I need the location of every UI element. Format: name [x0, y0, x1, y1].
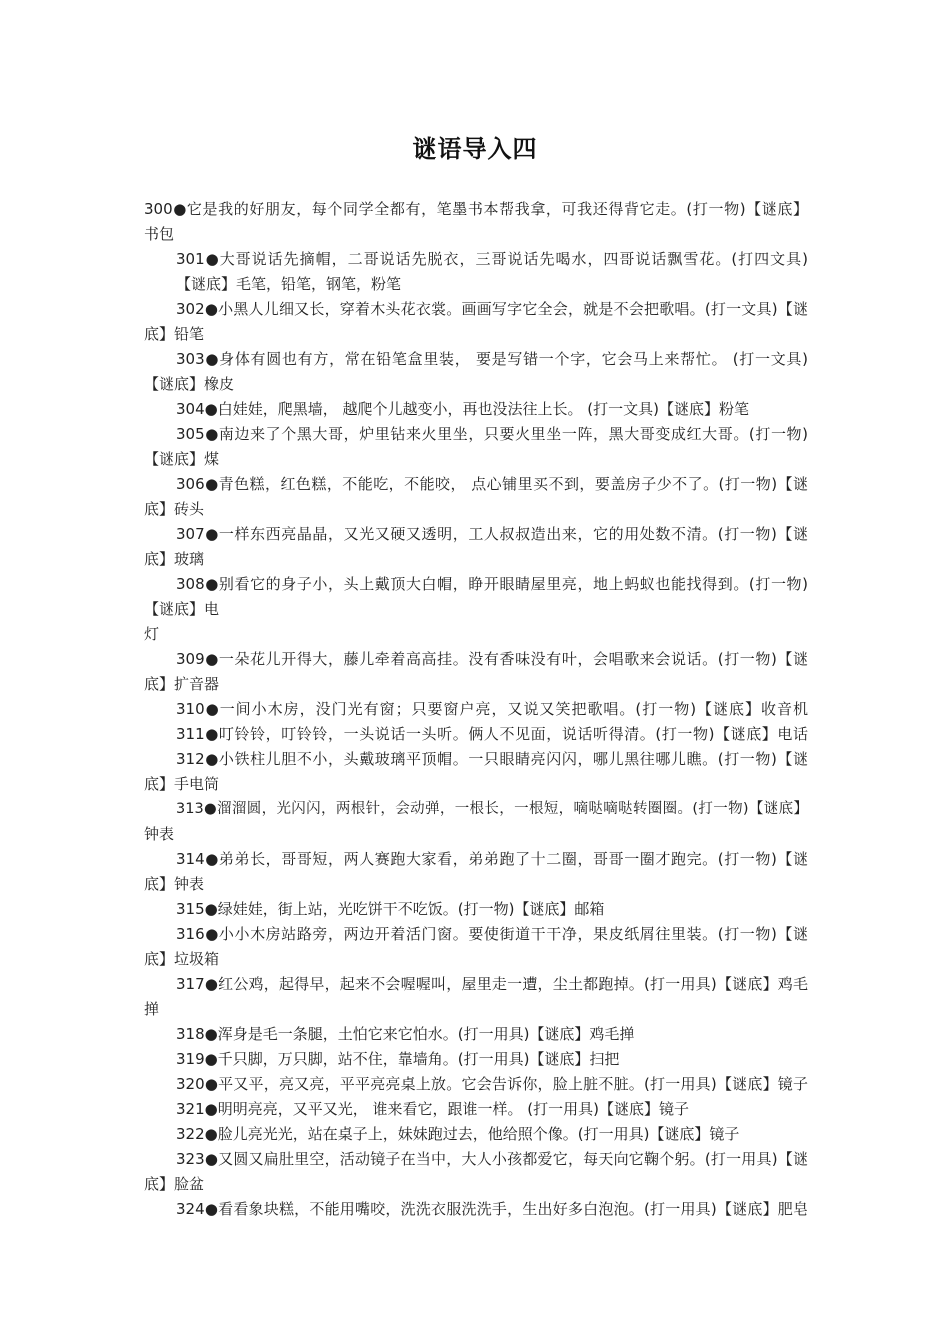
riddle-line: 底】脸盆	[144, 1175, 205, 1193]
riddle-line: 307●一样东西亮晶晶，又光又硬又透明，工人叔叔造出来，它的用处数不清。(打一物)【谜	[176, 525, 808, 543]
riddle-line: 底】砖头	[144, 500, 205, 518]
riddle-list	[144, 197, 808, 1222]
riddle-line: 钟表	[144, 825, 175, 843]
riddle-line: 320●平又平，亮又亮，平平亮亮桌上放。它会告诉你，脸上脏不脏。(打一用具)【谜底】镜子	[176, 1075, 808, 1093]
riddle-line: 306●青色糕，红色糕，不能吃，不能咬， 点心铺里买不到，要盖房子少不了。(打一物)【谜	[176, 475, 808, 493]
riddle-line: 掸	[144, 1000, 160, 1018]
riddle-line: 318●浑身是毛一条腿，土怕它来它怕水。(打一用具)【谜底】鸡毛掸	[176, 1025, 635, 1043]
riddle-line: 303●身体有圆也有方，常在铅笔盒里装， 要是写错一个字，它会马上来帮忙。 (打一文具)	[176, 350, 808, 368]
riddle-line: 【谜底】煤	[144, 450, 220, 468]
page-title: 谜语导入四	[412, 135, 538, 163]
riddle-line: 底】扩音器	[144, 675, 220, 693]
riddle-line: 309●一朵花儿开得大，藤儿牵着高高挂。没有香味没有叶，会唱歌来会说话。(打一物)【谜	[176, 650, 808, 668]
riddle-line: 313●溜溜圆，光闪闪，两根针，会动弹，一根长，一根短，嘀哒嘀哒转圈圈。(打一物)【谜底】	[176, 801, 808, 817]
riddle-line: 底】垃圾箱	[144, 950, 220, 968]
riddle-line: 305●南边来了个黑大哥，炉里钻来火里坐，只要火里坐一阵，黑大哥变成红大哥。(打一物)	[176, 425, 808, 443]
riddle-line: 300●它是我的好朋友，每个同学全都有，笔墨书本帮我拿，可我还得背它走。(打一物)【谜底】	[144, 200, 808, 218]
riddle-line: 302●小黑人儿细又长，穿着木头花衣裳。画画写字它全会，就是不会把歌唱。(打一文具)【谜	[176, 300, 808, 318]
riddle-line: 312●小铁柱儿胆不小，头戴玻璃平顶帽。一只眼睛亮闪闪，哪儿黑往哪儿瞧。(打一物)【谜	[176, 750, 808, 768]
riddle-line: 304●白娃娃，爬黑墙， 越爬个儿越变小，再也没法往上长。 (打一文具)【谜底】粉笔	[176, 400, 749, 418]
riddle-line: 315●绿娃娃，街上站，光吃饼干不吃饭。(打一物)【谜底】邮箱	[176, 900, 605, 918]
riddle-line: 书包	[144, 225, 175, 243]
riddle-line: 321●明明亮亮，又平又光， 谁来看它，跟谁一样。 (打一用具)【谜底】镜子	[176, 1100, 689, 1118]
riddle-line: 314●弟弟长，哥哥短，两人赛跑大家看，弟弟跑了十二圈，哥哥一圈才跑完。(打一物)【谜	[176, 850, 808, 868]
riddle-line: 【谜底】毛笔，铅笔，钢笔，粉笔	[176, 275, 402, 293]
riddle-line: 灯	[144, 625, 160, 643]
riddle-line: 311●叮铃铃，叮铃铃，一头说话一头听。俩人不见面，说话听得清。(打一物)【谜底】电话	[176, 725, 808, 743]
riddle-line: 301●大哥说话先摘帽，二哥说话先脱衣，三哥说话先喝水，四哥说话飘雪花。(打四文具)	[176, 250, 808, 268]
riddle-line: 323●又圆又扁肚里空，活动镜子在当中，大人小孩都爱它，每天向它鞠个躬。(打一用具)【谜	[176, 1150, 808, 1168]
riddle-line: 316●小小木房站路旁，两边开着活门窗。要使街道干干净，果皮纸屑往里装。(打一物)【谜	[176, 925, 808, 943]
riddle-line: 317●红公鸡，起得早，起来不会喔喔叫，屋里走一遭，尘土都跑掉。(打一用具)【谜底】鸡毛	[176, 975, 808, 993]
riddle-line: 【谜底】橡皮	[144, 375, 235, 393]
riddle-line: 【谜底】电	[144, 600, 220, 618]
riddle-line: 底】玻璃	[144, 550, 205, 568]
riddle-line: 322●脸儿亮光光，站在桌子上，妹妹跑过去，他给照个像。(打一用具)【谜底】镜子	[176, 1125, 740, 1143]
riddle-line: 324●看看象块糕，不能用嘴咬，洗洗衣服洗洗手，生出好多白泡泡。(打一用具)【谜底】肥皂	[176, 1200, 808, 1218]
riddle-line: 308●别看它的身子小，头上戴顶大白帽，睁开眼睛屋里亮，地上蚂蚁也能找得到。(打一物)	[176, 575, 808, 593]
riddle-line: 底】铅笔	[144, 325, 205, 343]
riddle-line: 底】手电筒	[144, 775, 220, 793]
riddle-line: 310●一间小木房，没门光有窗；只要窗户亮，又说又笑把歌唱。(打一物)【谜底】收音机	[176, 700, 808, 718]
riddle-line: 底】钟表	[144, 875, 205, 893]
riddle-line: 319●千只脚，万只脚，站不住，靠墙角。(打一用具)【谜底】扫把	[176, 1050, 620, 1068]
